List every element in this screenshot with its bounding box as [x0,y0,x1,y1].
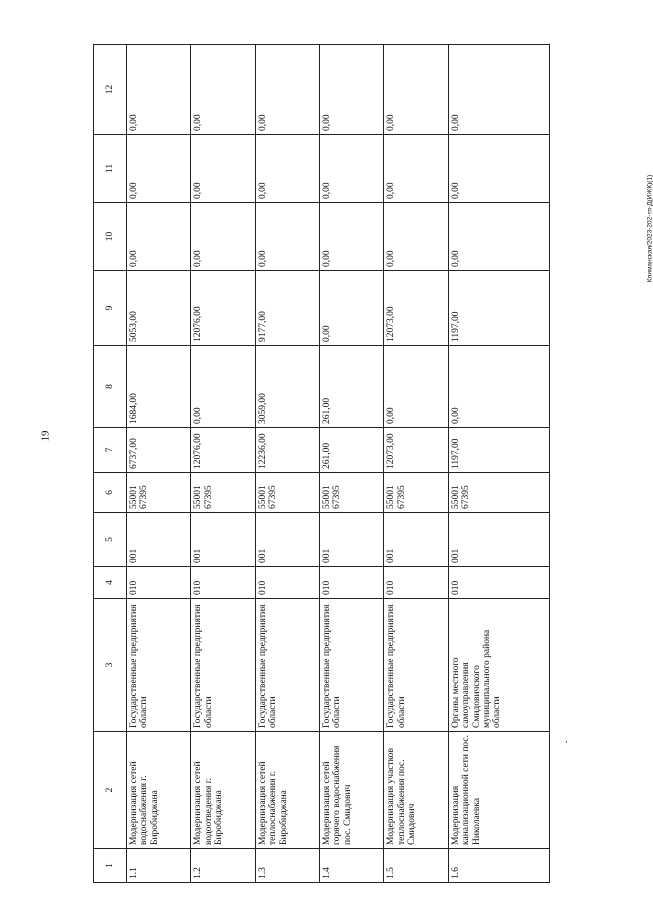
code-target-cell: 55001 67395 [319,473,383,513]
amount-col8-cell: 3059,00 [255,346,319,428]
amount-col12-cell: 0,00 [191,45,255,135]
column-number-header: 5 [94,513,127,567]
code-target-cell: 55001 67395 [448,473,549,513]
header-row [94,45,127,883]
column-number-header: 4 [94,567,127,599]
code-chapter-cell: 010 [384,567,448,599]
row-number-cell: 1.4 [319,849,383,883]
total-amount-cell: 1197,00 [448,428,549,473]
stray-mark: ‚ [565,735,568,744]
recipient-cell: Государственные предприятия области [384,599,448,732]
code-chapter-cell: 010 [255,567,319,599]
table-row [191,45,255,883]
column-number-header: 12 [94,45,127,135]
column-number-header: 7 [94,428,127,473]
amount-col8-cell: 0,00 [191,346,255,428]
table-row [448,45,549,883]
code-section-cell: 001 [384,513,448,567]
row-number-cell: 1.1 [127,849,191,883]
table-row [384,45,448,883]
amount-col11-cell: 0,00 [191,135,255,203]
table-row [319,45,383,883]
table-body [127,45,550,883]
amount-col8-cell: 0,00 [384,346,448,428]
page-number: 19 [39,430,52,442]
amount-col10-cell: 0,00 [448,203,549,271]
amount-col11-cell: 0,00 [255,135,319,203]
code-section-cell: 001 [448,513,549,567]
total-amount-cell: 6737,00 [127,428,191,473]
column-number-header: 6 [94,473,127,513]
code-section-cell: 001 [255,513,319,567]
code-chapter-cell: 010 [191,567,255,599]
row-number-cell: 1.5 [384,849,448,883]
row-number-cell: 1.2 [191,849,255,883]
code-target-cell: 55001 67395 [384,473,448,513]
amount-col11-cell: 0,00 [319,135,383,203]
amount-col9-cell: 12073,00 [384,271,448,346]
table-row [255,45,319,883]
measure-name-cell: Модернизация сетей теплоснабжения г. Биробиджана [255,732,319,849]
amount-col10-cell: 0,00 [191,203,255,271]
amount-col11-cell: 0,00 [384,135,448,203]
amount-col10-cell: 0,00 [127,203,191,271]
code-target-cell: 55001 67395 [255,473,319,513]
measure-name-cell: Модернизация сетей горячего водоснабжения пос. Смидович [319,732,383,849]
measure-name-cell: Модернизация сетей водоотведения г. Биробиджана [191,732,255,849]
recipient-cell: Государственные предприятия области [255,599,319,732]
code-chapter-cell: 010 [448,567,549,599]
code-section-cell: 001 [191,513,255,567]
amount-col9-cell: 1197,00 [448,271,549,346]
amount-col12-cell: 0,00 [255,45,319,135]
column-number-header: 10 [94,203,127,271]
amount-col9-cell: 12076,00 [191,271,255,346]
amount-col12-cell: 0,00 [448,45,549,135]
amount-col9-cell: 5053,00 [127,271,191,346]
amount-col8-cell: 261,00 [319,346,383,428]
total-amount-cell: 261,00 [319,428,383,473]
table-row [127,45,191,883]
amount-col10-cell: 0,00 [384,203,448,271]
column-number-header: 11 [94,135,127,203]
amount-col11-cell: 0,00 [127,135,191,203]
amount-col12-cell: 0,00 [127,45,191,135]
amount-col12-cell: 0,00 [384,45,448,135]
column-number-header: 1 [94,849,127,883]
recipient-cell: Органы местного самоуправления Смидовичского муниципального района области [448,599,549,732]
measure-name-cell: Модернизация сетей водоснабжения г. Биробиджана [127,732,191,849]
recipient-cell: Государственные предприятия области [319,599,383,732]
amount-col10-cell: 0,00 [255,203,319,271]
column-number-header: 9 [94,271,127,346]
code-target-cell: 55001 67395 [191,473,255,513]
measure-name-cell: Модернизация участков теплоснабжения пос. Смидович [384,732,448,849]
code-chapter-cell: 010 [127,567,191,599]
code-chapter-cell: 010 [319,567,383,599]
amount-col9-cell: 0,00 [319,271,383,346]
measure-name-cell: Модернизация канализационной сети пос. Николаевка [448,732,549,849]
total-amount-cell: 12236,00 [255,428,319,473]
document-footer-code: Климанская/2023-202-тп-Д(ИЖК)(1) [646,174,653,283]
column-number-header: 8 [94,346,127,428]
recipient-cell: Государственные предприятия области [127,599,191,732]
code-section-cell: 001 [127,513,191,567]
budget-table-container [93,45,550,883]
row-number-cell: 1.6 [448,849,549,883]
code-target-cell: 55001 67395 [127,473,191,513]
amount-col10-cell: 0,00 [319,203,383,271]
amount-col9-cell: 9177,00 [255,271,319,346]
code-section-cell: 001 [319,513,383,567]
amount-col11-cell: 0,00 [448,135,549,203]
total-amount-cell: 12076,00 [191,428,255,473]
row-number-cell: 1.3 [255,849,319,883]
column-number-header: 3 [94,599,127,732]
amount-col12-cell: 0,00 [319,45,383,135]
amount-col8-cell: 1684,00 [127,346,191,428]
column-number-header: 2 [94,732,127,849]
budget-table [93,44,550,883]
total-amount-cell: 12073,00 [384,428,448,473]
recipient-cell: Государственные предприятия области [191,599,255,732]
amount-col8-cell: 0,00 [448,346,549,428]
